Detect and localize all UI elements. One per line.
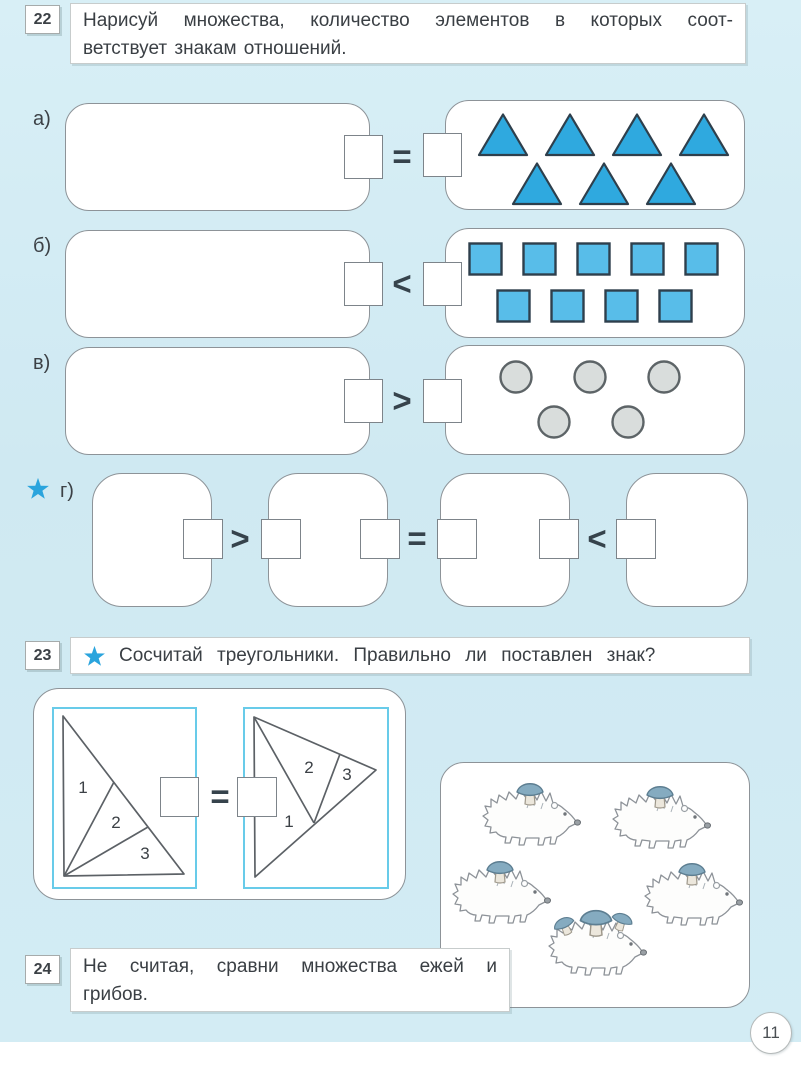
row-label-v: в) [33,352,51,374]
task22-text-line1: Нарисуй множества, количество элементов в которых соот- [83,10,733,31]
row-label-g: г) [60,480,74,502]
left-region-label-1: 1 [78,778,88,797]
task-number-22-label: 22 [33,10,52,28]
answer-square-b-right[interactable] [423,262,462,306]
square-shape [522,242,557,276]
shape-row [496,289,744,323]
empty-set-box-a[interactable] [65,103,370,211]
square-shape [496,289,531,323]
square-shape [468,242,503,276]
task24-text-line2: грибов. [83,984,148,1005]
circle-set-box [445,345,745,455]
row-label-b: б) [33,235,52,257]
relation-sign-g2: = [407,520,427,557]
shape-row [510,160,744,207]
task-number-22 [25,5,60,34]
relation-sign-23: = [210,778,230,815]
relation-sign-v: > [392,382,412,419]
answer-square-a-left[interactable] [344,135,383,179]
hedgehog-illustration [611,784,716,852]
square-shape [604,289,639,323]
answer-square-b-left[interactable] [344,262,383,306]
task23-instruction [70,637,750,674]
answer-square-23-right[interactable] [237,777,277,817]
triangle-shape [543,111,597,158]
square-shape [576,242,611,276]
hedgehog-illustration [547,911,652,979]
triangle-shape [476,111,530,158]
triangle-shape [510,160,564,207]
empty-set-box-v[interactable] [65,347,370,455]
task-number-23 [25,641,60,670]
star-icon [26,477,50,500]
triangle-shape [644,160,698,207]
relation-sign-g1: > [230,520,250,557]
answer-square-g6[interactable] [616,519,656,559]
answer-square-g5[interactable] [539,519,579,559]
square-set [446,229,744,337]
triangle-figure-panel [33,688,406,900]
triangle-set [446,101,744,209]
circle-shape [536,404,572,440]
answer-square-g2[interactable] [261,519,301,559]
right-region-label-3: 3 [342,765,352,784]
shape-row [468,242,744,276]
shape-row [476,111,744,158]
page-number-label: 11 [762,1023,780,1042]
hedgehog-illustration [451,859,556,927]
answer-square-g3[interactable] [360,519,400,559]
answer-square-g1[interactable] [183,519,223,559]
circle-shape [498,359,534,395]
circle-shape [572,359,608,395]
answer-square-v-right[interactable] [423,379,462,423]
right-region-label-1: 1 [284,812,294,831]
shape-row [536,404,744,440]
circle-shape [610,404,646,440]
task-number-24-label: 24 [33,960,52,978]
left-region-label-3: 3 [140,844,150,863]
answer-square-23-left[interactable] [160,777,199,817]
answer-square-g4[interactable] [437,519,477,559]
task-number-24 [25,955,60,984]
triangle-set-box [445,100,745,210]
triangle-shape [577,160,631,207]
triangle-shape [677,111,731,158]
hedgehog-illustration [481,781,586,849]
left-region-label-2: 2 [111,813,121,832]
task22-text-line2: ветствует знакам отношений. [83,38,347,59]
relation-sign-a: = [392,138,412,175]
relation-sign-g3: < [587,520,607,557]
answer-square-v-left[interactable] [344,379,383,423]
square-shape [550,289,585,323]
star-icon [83,645,106,667]
page-number [750,1012,792,1054]
task23-text: Сосчитай треугольники. Правильно ли поставлен знак? [119,644,656,666]
circle-shape [646,359,682,395]
square-set-box [445,228,745,338]
circle-set [446,346,744,454]
answer-square-a-right[interactable] [423,133,462,177]
triangle-shape [610,111,664,158]
shape-row [498,359,744,395]
task24-instruction [70,948,510,1012]
square-shape [658,289,693,323]
hedgehog-illustration [643,861,748,929]
task-number-23-label: 23 [33,646,52,664]
relation-sign-b: < [392,265,412,302]
task22-instruction [70,3,746,64]
task24-text-line1: Не считая, сравни множества ежей и [83,956,497,977]
square-shape [630,242,665,276]
row-label-a: а) [33,108,51,130]
empty-set-box-b[interactable] [65,230,370,338]
square-shape [684,242,719,276]
right-region-label-2: 2 [304,758,314,777]
